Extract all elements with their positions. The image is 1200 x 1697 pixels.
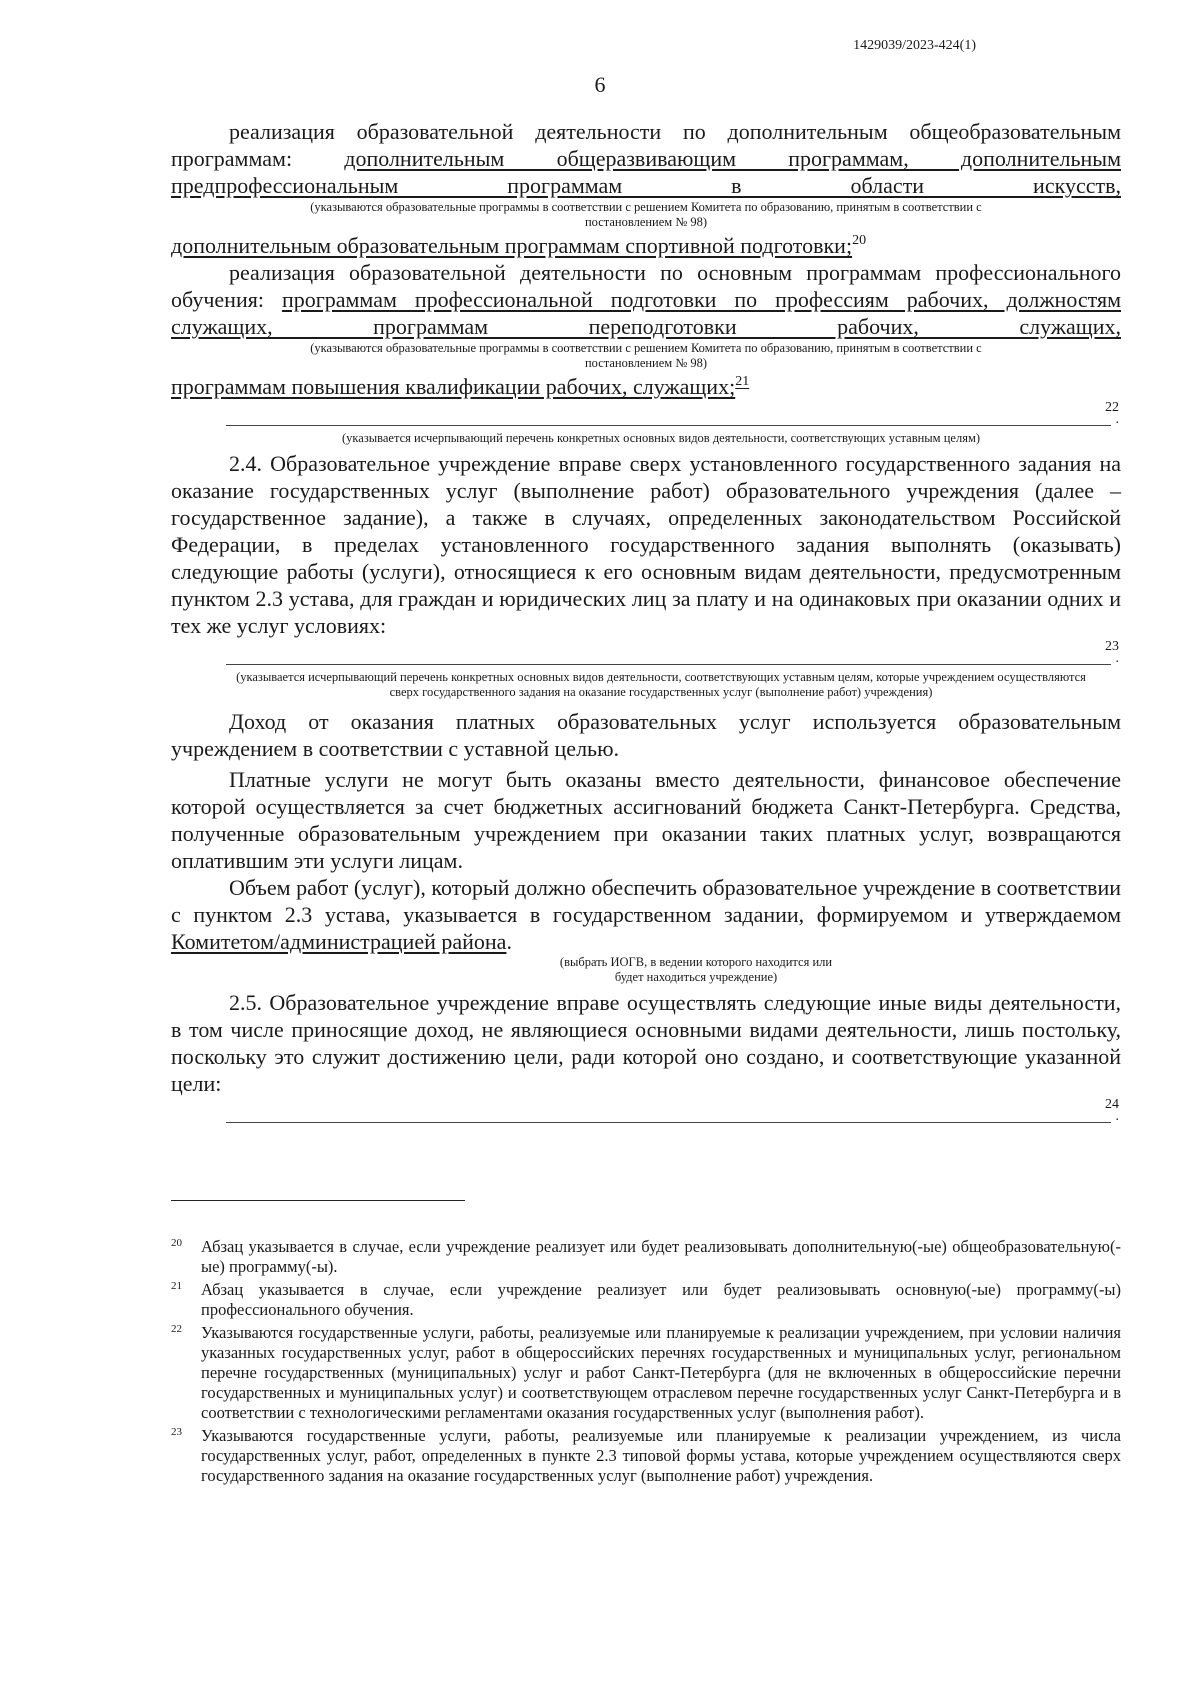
footnote-ref-20: 20 [852, 233, 867, 248]
footnote-ref-21: 21 [735, 374, 750, 389]
line-period: . [1115, 651, 1119, 666]
footnote-text: Абзац указывается в случае, если учреждение реализует или будет реализовывать основную(-ые) программу(-ы) профессионального обучения. [201, 1280, 1121, 1319]
blank-line-24 [171, 1097, 1121, 1127]
footnote-text: Указываются государственные услуги, работы, реализуемые или планируемые к реализации учреждением, из числа государственных услуг, работ, определенных в пункте 2.3 типовой формы устава, которые учреждением осуществляются сверх государственного задания на оказание государственных услуг (выполнение работ) учреждения. [201, 1426, 1121, 1485]
footnote-text: Указываются государственные услуги, работы, реализуемые или планируемые к реализации учреждением, при условии наличия указанных государственных услуг, работ в общероссийских перечнях государственных и муниципальных услуг, региональном перечне государственных (муниципальных) услуг и работ Санкт-Петербурга (для не включенных в общероссийские перечни государственных и муниципальных услуг) и соответствующем отраслевом перечне государственных услуг Санкт-Петербурга и в соответствии с технологическими регламентами оказания государственных услуг (выполнения работ). [201, 1323, 1121, 1422]
paragraph-income: Доход от оказания платных образовательных услуг используется образовательным учреждением в соответствии с уставной целью. [171, 709, 1121, 761]
vocational-programs-list-a: программам профессиональной подготовки по профессиям рабочих, должностям служащих, программам переподготовки рабочих, служащих, [171, 287, 1121, 339]
footnote-ref-22: 22 [1105, 400, 1119, 415]
footnote-number: 20 [171, 1237, 182, 1249]
paragraph-vocational-training [171, 259, 1121, 340]
vocational-programs-list-b: программам повышения квалификации рабочих, служащих; [171, 374, 736, 399]
hint-activity-list: (указывается исчерпывающий перечень конкретных основных видов деятельности, соответствующих уставным целям) [341, 431, 981, 445]
paragraph-additional-programs [171, 118, 1121, 199]
footnote-separator [171, 1200, 465, 1201]
footnote-ref-23: 23 [1105, 639, 1119, 654]
hint-additional-programs: (указываются образовательные программы в соответствии с решением Комитета по образованию, принятым в соответствии с постановлением № 98) [310, 200, 982, 229]
fill-in-line [226, 664, 1111, 665]
page-number: 6 [594, 72, 606, 97]
footnote-21 [171, 1280, 1121, 1320]
paragraph-sport-programs [171, 232, 1121, 259]
blank-line-22 [171, 400, 1121, 430]
footnote-20 [171, 1237, 1121, 1277]
footnote-ref-24: 24 [1105, 1097, 1119, 1112]
volume-authority: Комитетом/администрацией района [171, 929, 507, 954]
fill-in-line [226, 425, 1111, 426]
footnote-number: 23 [171, 1426, 182, 1438]
footnote-22 [171, 1323, 1121, 1423]
paragraph-volume [171, 874, 1121, 955]
additional-programs-list-b: дополнительным образовательным программам спортивной подготовки; [171, 233, 853, 258]
footnote-number: 21 [171, 1280, 182, 1292]
paragraph-2-5: 2.5. Образовательное учреждение вправе осуществлять следующие иные виды деятельности, в том числе приносящие доход, не являющиеся основными видами деятельности, лишь постольку, поскольку это служит достижению цели, ради которой оно создано, и соответствующие указанной цели: [171, 990, 1121, 1096]
vocational-training-intro: реализация образовательной деятельности по основным программам профессионального обучения: [171, 260, 1121, 312]
paragraph-qualification-programs [171, 373, 1121, 400]
line-period: . [1115, 1109, 1119, 1124]
fill-in-line [226, 1122, 1111, 1123]
hint-paid-activity-list: (указывается исчерпывающий перечень конкретных основных видов деятельности, соответствующих уставным целям, которые учреждением осуществляются сверх государственного задания на оказание государственных услуг (выполнение работ) учреждения) [236, 670, 1086, 699]
volume-end: . [506, 929, 512, 954]
blank-line-23 [171, 639, 1121, 669]
additional-programs-list-a: дополнительным общеразвивающим программам, дополнительным предпрофессиональным программам в области искусств, [171, 146, 1121, 198]
hint-authority: (выбрать ИОГВ, в ведении которого находится или будет находиться учреждение) [559, 955, 833, 984]
footnote-text: Абзац указывается в случае, если учреждение реализует или будет реализовывать дополнительную(-ые) общеобразовательную(-ые) программу(-ы). [201, 1237, 1121, 1276]
document-number: 1429039/2023-424(1) [853, 38, 976, 53]
line-period: . [1115, 412, 1119, 427]
volume-text: Объем работ (услуг), который должно обеспечить образовательное учреждение в соответствии с пунктом 2.3 устава, указывается в государственном задании, формируемом и утверждаемом [171, 875, 1121, 927]
footnote-number: 22 [171, 1323, 182, 1335]
footnotes [171, 1237, 1121, 1489]
paragraph-2-4: 2.4. Образовательное учреждение вправе сверх установленного государственного задания на оказание государственных услуг (выполнение работ) образовательного учреждения (далее – государственное задание), а также в случаях, определенных законодательством Российской Федерации, в пределах установленного государственного задания выполнять (оказывать) следующие работы (услуги), относящиеся к его основным видам деятельности, предусмотренным пунктом 2.3 устава, для граждан и юридических лиц за плату и на одинаковых при оказании одних и тех же услуг условиях: [171, 451, 1121, 638]
paragraph-paid-services: Платные услуги не могут быть оказаны вместо деятельности, финансовое обеспечение которой осуществляется за счет бюджетных ассигнований бюджета Санкт-Петербурга. Средства, полученные образовательным учреждением при оказании таких платных услуг, возвращаются оплатившим эти услуги лицам. [171, 767, 1121, 873]
additional-programs-intro: реализация образовательной деятельности по дополнительным общеобразовательным программам: [171, 119, 1121, 171]
hint-vocational-programs: (указываются образовательные программы в соответствии с решением Комитета по образованию, принятым в соответствии с постановлением № 98) [310, 341, 982, 370]
footnote-23 [171, 1426, 1121, 1486]
document-body [171, 118, 1121, 1127]
